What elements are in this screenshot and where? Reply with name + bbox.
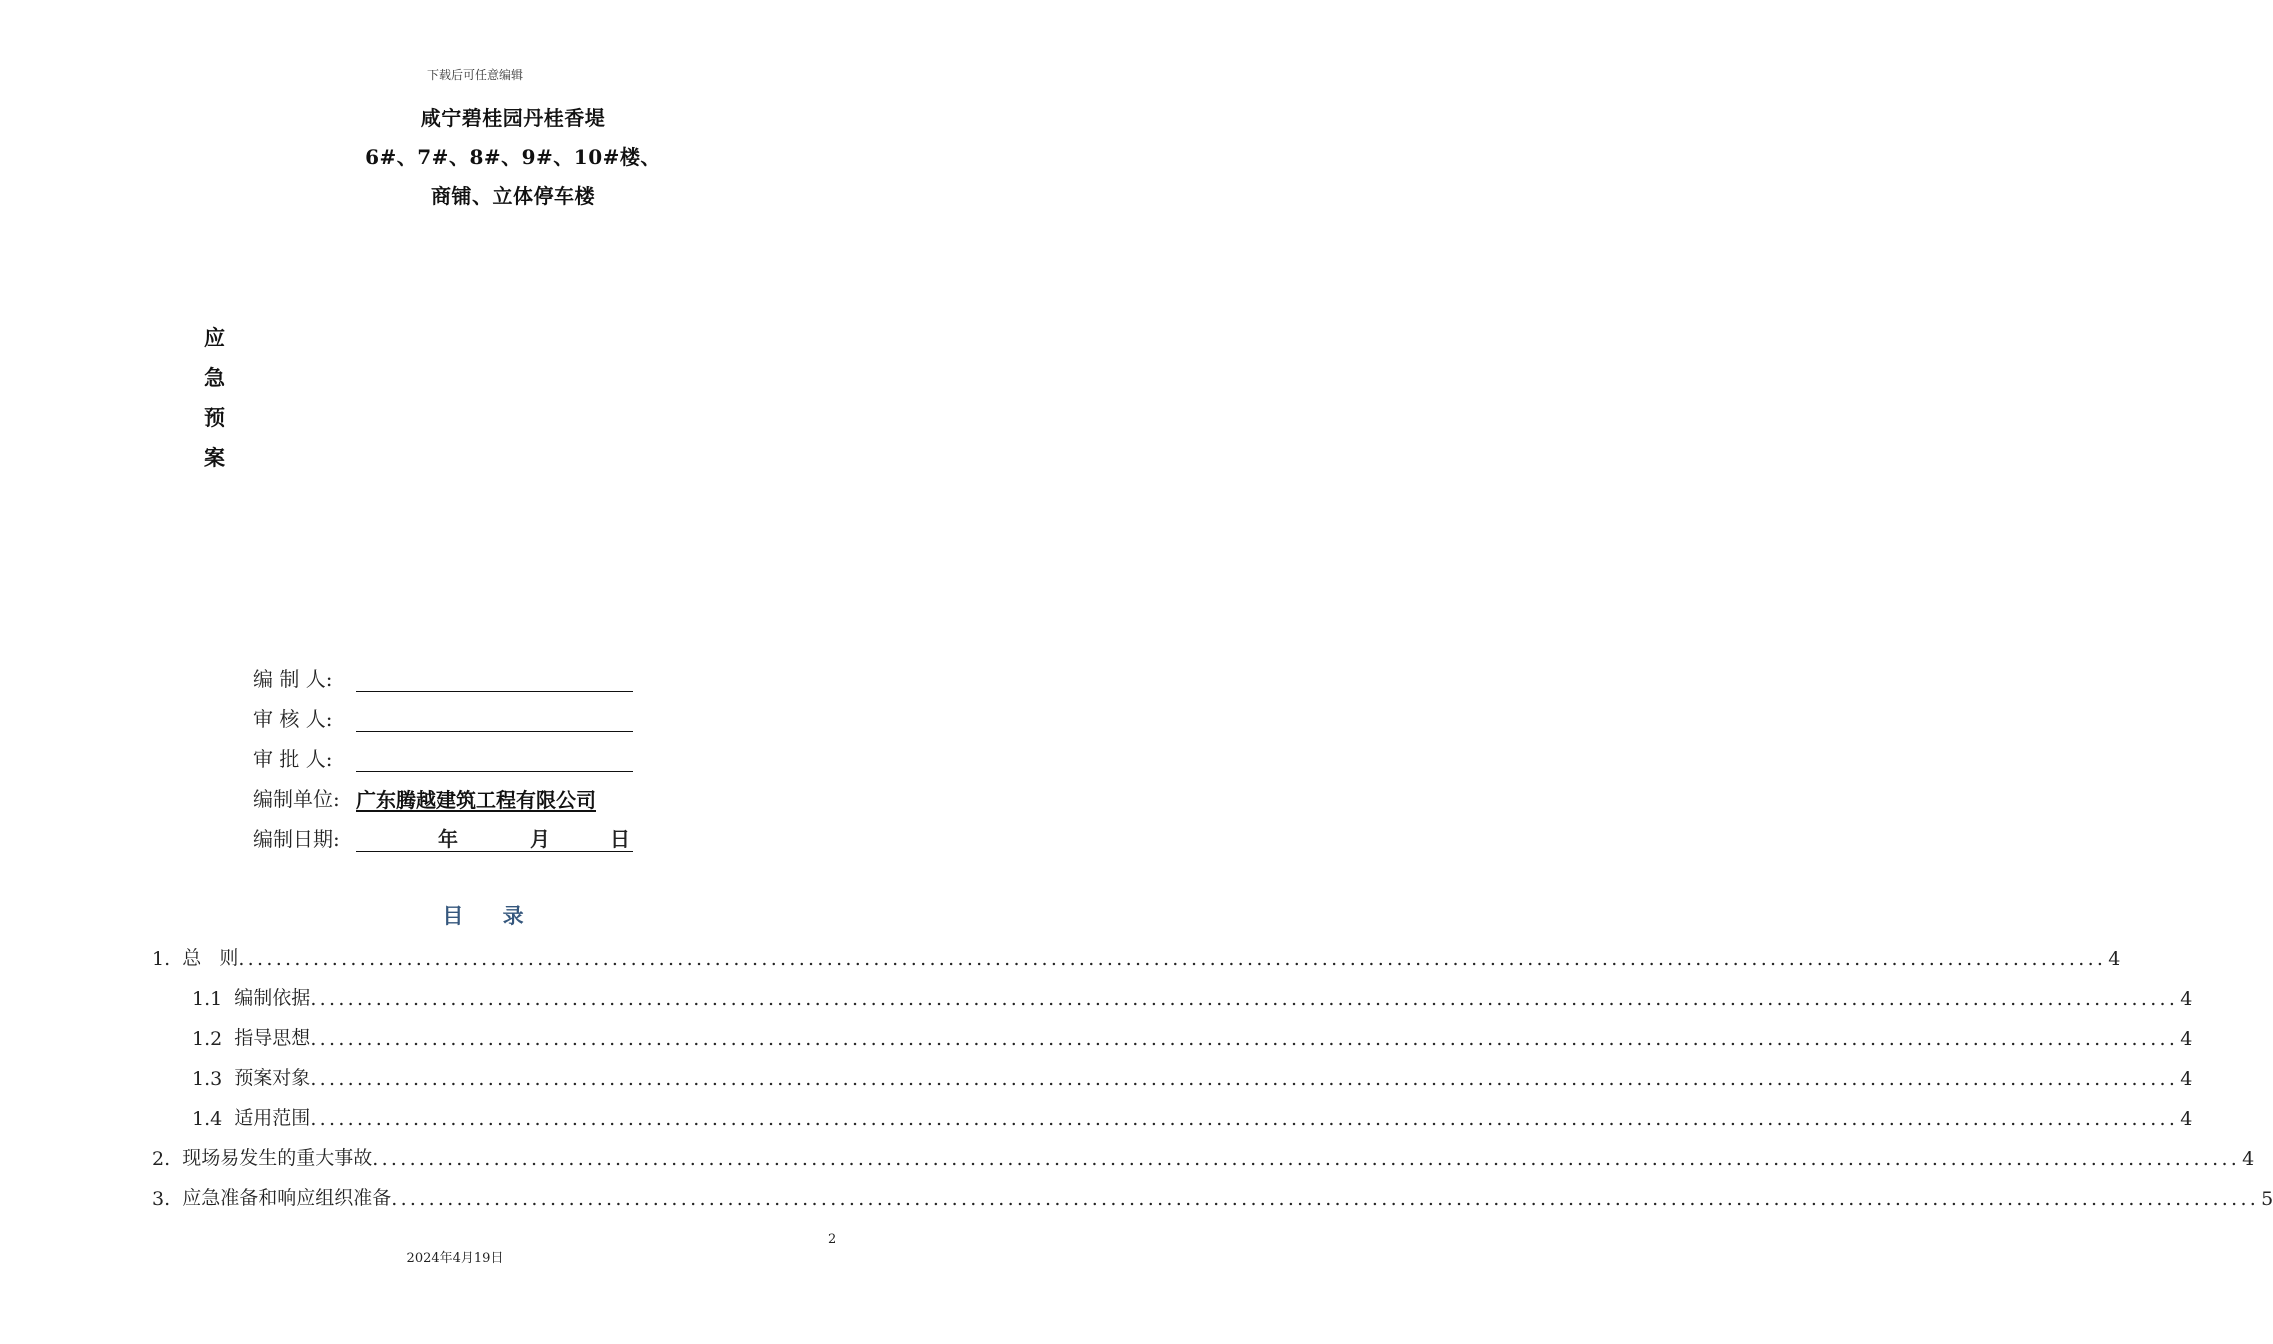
toc-leader-dots: ........................................................................................................................................................................................................: [310, 1108, 2179, 1130]
toc-entry-number: 1.2: [192, 1028, 235, 1050]
toc-entry[interactable]: [192, 1062, 2193, 1090]
toc-entry-text: 编制依据: [234, 987, 311, 1009]
toc-entry-page: 5: [2261, 1188, 2273, 1210]
doc-type-char: 急: [204, 365, 225, 390]
toc-entry[interactable]: [192, 1102, 2193, 1130]
project-title-line-2: 6#、7#、8#、9#、10#楼、: [365, 145, 661, 169]
approver-row: [253, 742, 633, 772]
toc-entry-text: 预案对象: [234, 1067, 311, 1089]
compiler-blank-line: [356, 667, 633, 692]
toc-leader-dots: ........................................................................................................................................................................................................: [372, 1148, 2241, 1170]
toc-entry-page: 4: [2180, 1068, 2193, 1090]
reviewer-label: 审 核 人:: [253, 707, 333, 731]
toc-entry-page: 4: [2180, 988, 2193, 1010]
toc-entry-page: 4: [2242, 1148, 2255, 1170]
unit-value-field: [356, 788, 633, 812]
approver-label: 审 批 人:: [253, 747, 333, 771]
toc-entry[interactable]: [152, 942, 2121, 970]
toc-entry-number: 1.3: [192, 1068, 235, 1090]
toc-entry-number: 1.1: [192, 988, 235, 1010]
toc-entry-page: 4: [2180, 1108, 2193, 1130]
toc-leader-dots: ........................................................................................................................................................................................................: [310, 1028, 2179, 1050]
unit-row: [253, 782, 633, 812]
toc-leader-dots: ........................................................................................................................................................................................................: [391, 1188, 2260, 1210]
toc-entry-number: 3.: [152, 1188, 183, 1210]
toc-entry-number: 2.: [152, 1148, 183, 1170]
toc-entry-number: 1.4: [192, 1108, 235, 1130]
doc-type-char: 应: [204, 325, 225, 350]
date-label: 编制日期:: [253, 827, 340, 851]
toc-entry-page: 4: [2180, 1028, 2193, 1050]
toc-entry[interactable]: [192, 1022, 2193, 1050]
reviewer-row: [253, 702, 633, 732]
toc-leader-dots: ........................................................................................................................................................................................................: [310, 1068, 2179, 1090]
date-year-char: 年: [438, 827, 458, 851]
toc-title: 目 录: [442, 903, 526, 928]
date-blank-line: [356, 827, 633, 852]
doc-type-char: 案: [204, 445, 225, 470]
project-title-line-3: 商铺、立体停车楼: [431, 184, 595, 208]
toc-entry-page: 4: [2108, 948, 2121, 970]
organization-name: 广东腾越建筑工程有限公司: [356, 788, 596, 812]
toc-leader-dots: ........................................................................................................................................................................................................: [238, 948, 2107, 970]
approver-blank-line: [356, 747, 633, 772]
project-title-line-1: 咸宁碧桂园丹桂香堤: [420, 106, 606, 130]
compiler-label: 编 制 人:: [253, 667, 333, 691]
toc-leader-dots: ........................................................................................................................................................................................................: [310, 988, 2179, 1010]
header-note: 下载后可任意编辑: [426, 68, 523, 82]
toc-entry[interactable]: [152, 1142, 2255, 1170]
unit-label: 编制单位:: [253, 787, 340, 811]
toc-entry-number: 1.: [152, 948, 183, 970]
date-day-char: 日: [610, 827, 630, 851]
doc-type-char: 预: [204, 405, 225, 430]
toc-entry-text: 指导思想: [234, 1027, 311, 1049]
toc-entry[interactable]: [192, 982, 2193, 1010]
toc-entry-text: 现场易发生的重大事故: [182, 1147, 373, 1169]
compiler-row: [253, 662, 633, 692]
toc-entry-text: 应急准备和响应组织准备: [182, 1187, 392, 1209]
toc-entry-text: 总 则: [182, 947, 239, 969]
footer-date: 2024年4月19日: [406, 1251, 504, 1266]
toc-entry[interactable]: [152, 1182, 2273, 1210]
toc-entry-text: 适用范围: [234, 1107, 311, 1129]
date-month-char: 月: [530, 827, 550, 851]
reviewer-blank-line: [356, 707, 633, 732]
page-number: 2: [828, 1232, 837, 1247]
date-row: [253, 822, 633, 852]
